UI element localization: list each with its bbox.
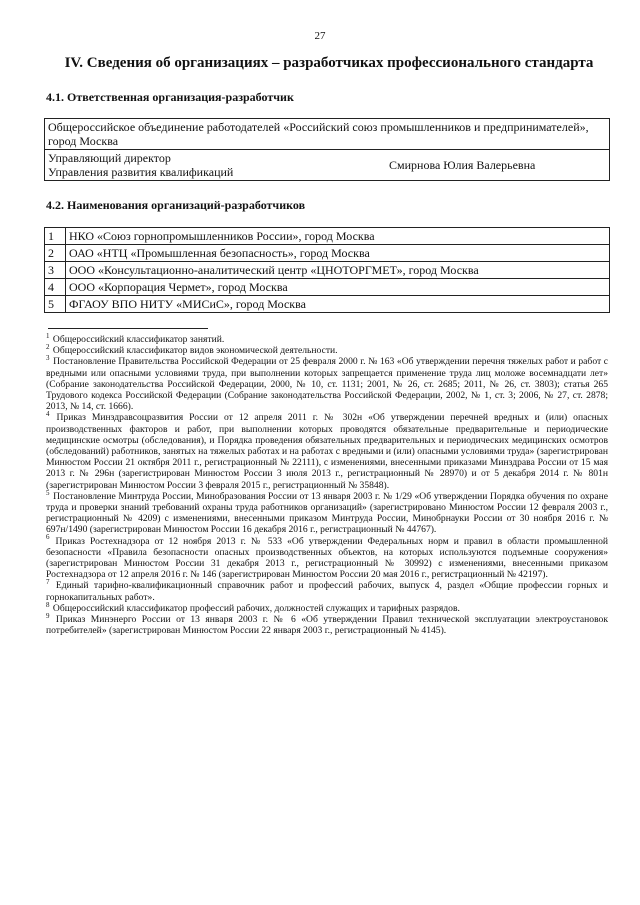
section-heading-responsible: 4.1. Ответственная организация-разработчик (46, 90, 294, 104)
position-cell (45, 150, 372, 181)
footnote-number: 3 (46, 354, 50, 363)
footnote (46, 488, 608, 536)
footnotes (46, 331, 609, 637)
org-name: ОАО «НТЦ «Промышленная безопасность», город Москва (66, 245, 610, 262)
org-name: ООО «Консультационно-аналитический центр «ЦНОТОРГМЕТ», город Москва (66, 262, 610, 279)
footnote-text: Постановление Правительства Российской Федерации от 25 февраля 2000 г. № 163 «Об утверждении перечня тяжелых работ и работ с вредными или опасными условиями труда, при выполнении которых запрещается применение труда лиц моложе восемнадцати лет» (Собрание законодательства Российской Федерации, 2000, № 10, ст. 1131; 2001, № 26, ст. 2685; 2011, № 26, ст. 3803); статья 265 Трудового кодекса Российской Федерации (Собрание законодательства Российской Федерации, 2002, № 1, ст. 3; 2006, № 27, ст. 2878; 2013, № 14, ст. 1666). (46, 356, 609, 413)
org-name: ООО «Корпорация Чермет», город Москва (66, 279, 610, 296)
footnote (46, 611, 609, 637)
table-row (45, 296, 610, 313)
table-row (45, 245, 610, 262)
row-number: 1 (45, 228, 66, 245)
footnote (46, 345, 608, 356)
row-number: 5 (45, 296, 66, 313)
footnote-text: Общероссийский классификатор занятий. (52, 334, 225, 345)
row-number: 4 (45, 279, 66, 296)
footnote-text: Приказ Минздравсоцразвития России от 12 апреля 2011 г. № 302н «Об утверждении перечней вредных и (или) опасных производственных факторов и работ, при выполнении которых проводятся обязательные предварительные и периодические медицинские осмотры (обследования), и Порядка проведения обязательных предварительных и периодических медицинских осмотров (обследований) работников, занятых на тяжелых работах и на работах с вредными и (или) опасными условиями труда» (зарегистрирован Минюстом России 21 октября 2011 г., регистрационный № 22111), с изменениями, внесенными приказами Минздрава России от 15 мая 2013 г. № 296н (зарегистрирован Минюстом России 3 июля 2013 г., регистрационный № 28970) и от 5 декабря 2014 г. № 801н (зарегистрирован Минюстом России 3 февраля 2015 г., регистрационный № 35848). (46, 412, 608, 491)
person-name-cell: Смирнова Юлия Валерьевна (371, 150, 610, 181)
footnote (46, 331, 608, 345)
footnote-number: 9 (46, 611, 50, 620)
table-row (45, 279, 610, 296)
position-line: Управления развития квалификаций (48, 165, 234, 179)
responsible-org-table (44, 118, 610, 181)
page-title: IV. Сведения об организациях – разработчиках профессионального стандарта (64, 55, 594, 71)
table-row (45, 119, 610, 150)
footnote-number: 5 (46, 488, 50, 497)
table-row (45, 262, 610, 279)
footnote-divider (48, 328, 208, 329)
footnote-text: Единый тарифно-квалификационный справочник работ и профессий рабочих, выпуск 4, раздел «Общие профессии горных и горнокапитальных работ». (46, 580, 608, 603)
org-name: НКО «Союз горнопромышленников России», город Москва (66, 228, 610, 245)
footnote-text: Приказ Ростехнадзора от 12 ноября 2013 г. № 533 «Об утверждении Федеральных норм и правил в области промышленной безопасности «Правила безопасности опасных производственных объектов, на которых используются подъемные сооружения» (зарегистрирован Минюстом России 31 декабря 2013 г., регистрационный № 30992) с изменениями, внесенными приказом Ростехнадзора от 12 апреля 2016 г. № 146 (зарегистрирован Минюстом России 20 мая 2016 г., регистрационный № 42197). (46, 535, 608, 581)
developers-table (44, 227, 610, 313)
footnote (46, 600, 608, 614)
section-heading-developers: 4.2. Наименования организаций-разработчиков (46, 198, 306, 212)
footnote-number: 2 (46, 343, 50, 352)
footnote-text: Приказ Минэнерго России от 13 января 2003 г. № 6 «Об утверждении Правил технической эксплуатации электроустановок потребителей» (зарегистрирован Минюстом России 22 января 2003 г., регистрационный № 4145). (46, 614, 609, 637)
position-line: Управляющий директор (48, 151, 171, 165)
footnote-text: Общероссийский классификатор профессий рабочих, должностей служащих и тарифных разрядов. (52, 602, 460, 614)
org-name-cell: Общероссийское объединение работодателей «Российский союз промышленников и предпринимателей», город Москва (45, 119, 610, 150)
footnote-text: Постановление Минтруда России, Минобразования России от 13 января 2003 г. № 1/29 «Об утверждении Порядка обучения по охране труда и проверки знаний требований охраны труда работников организаций» (зарегистрировано Минюстом России 12 февраля 2003 г., регистрационный № 4209) с изменениями, внесенными приказом Минтруда России, Минобрнауки России от 30 ноября 2016 г. № 697н/1490 (зарегистрирован Минюстом России 16 декабря 2016 г., регистрационный № 44767). (46, 490, 608, 536)
row-number: 3 (45, 262, 66, 279)
footnote-number: 4 (46, 410, 50, 419)
footnote-number: 8 (46, 600, 50, 609)
footnote (46, 412, 608, 490)
footnote (46, 533, 608, 581)
table-row (45, 150, 610, 181)
table-row (45, 228, 610, 245)
footnote-number: 7 (46, 578, 50, 587)
footnote (46, 580, 608, 602)
footnote-text: Общероссийский классификатор видов экономической деятельности. (52, 345, 338, 357)
footnote-number: 1 (46, 331, 50, 340)
footnote (46, 356, 608, 412)
page-number: 27 (314, 30, 326, 42)
org-name: ФГАОУ ВПО НИТУ «МИСиС», город Москва (66, 296, 610, 313)
row-number: 2 (45, 245, 66, 262)
footnote-number: 6 (46, 533, 50, 542)
